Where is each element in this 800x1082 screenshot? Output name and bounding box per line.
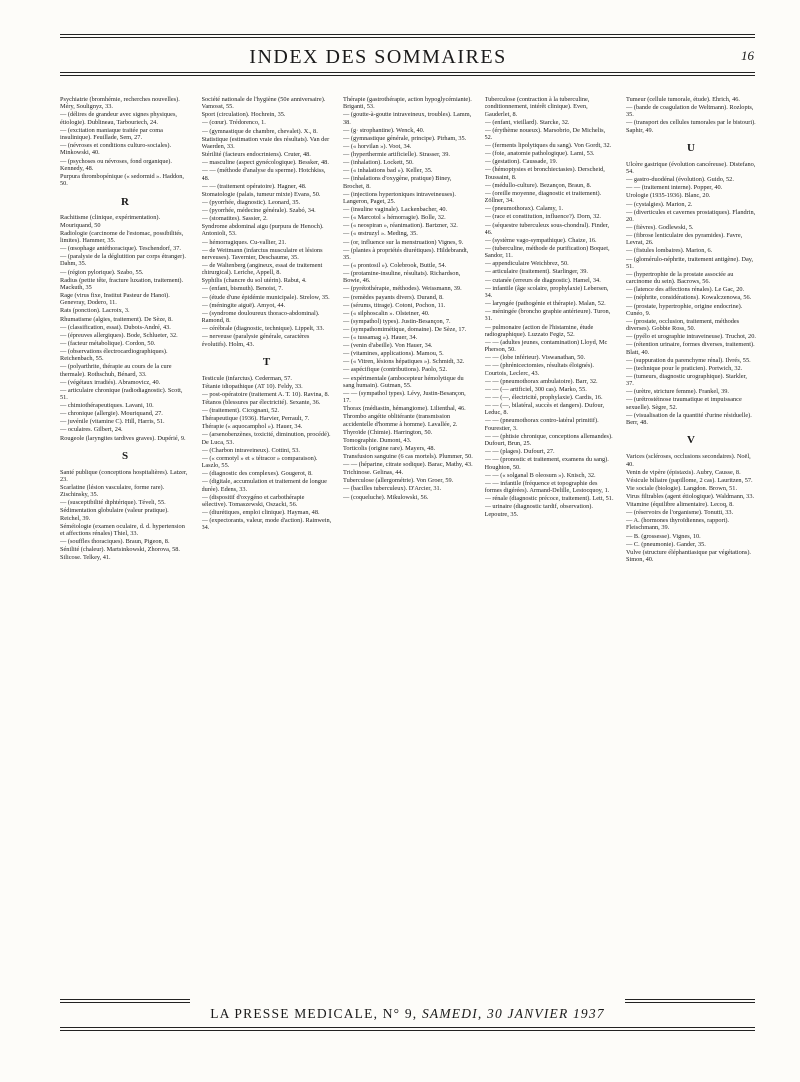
index-entry: Varices (scléroses, occlusions secondaires). Noël, 40. — [626, 453, 751, 468]
index-entry: — (enfant, bismuth). Benoist, 7. — [201, 285, 283, 293]
index-entry: — (prostate, hypertrophie, origine endocrine). Cunéo, 9. — [626, 302, 743, 317]
index-entry: — (bacilles tuberculeux). D'Arcier, 31. — [343, 485, 442, 493]
index-entry: Radius (petite tête, fracture luxation, traitement). Mackuth, 35 — [60, 276, 184, 291]
index-entry: Santé publique (conceptions hospitalières). Latzer, 23. — [60, 468, 188, 483]
index-entry: — (sympathomimétique, domaine). De Sèze, 17. — [343, 325, 467, 333]
index-entry: Torticolis (origine rare). Mayers, 48. — [343, 444, 436, 452]
index-entry: — articulaire (traitement). Starlinger, 39. — [484, 268, 588, 276]
index-entry: — — (héparine, citrate sodique). Barac, Mathy, 43. — [343, 461, 473, 469]
index-entry: Société nationale de l'hygiène (50e anniversaire). Vamosst, 55. — [201, 96, 326, 111]
footer-line — [60, 1006, 755, 1022]
index-entry: — (pyorrhée, diagnostic). Leonard, 35. — [201, 198, 301, 206]
index-entry: Tomographie. Dumont, 43. — [343, 436, 412, 444]
index-entry: — (vitamines, applications). Mamou, 5. — [343, 350, 444, 358]
index-entry: — (sérums, titrage). Cotoni, Pochon, 11. — [343, 301, 446, 309]
index-entry: — (fistules lombaires). Marion, 6. — [626, 247, 713, 255]
index-entry: Urologie (1935-1936). Blanc, 20. — [626, 192, 711, 200]
index-entry: — — (traitement opératoire). Hagner, 48. — [201, 182, 307, 190]
index-entry: — — (pneumothorax contro-latéral primitif). Fourestier, 3. — [484, 417, 599, 432]
index-entry: — (pneumothorax). Calamy, 1. — [484, 205, 564, 213]
index-entry: Silicose. Telkey, 41. — [60, 554, 111, 562]
index-entry: — (sympathol) types). Justin-Besançon, 7. — [343, 317, 451, 325]
index-entry: — (souffles thoraciques). Braun, Pigeon, 8. — [60, 538, 170, 546]
index-entry: — — infantile (fréquence et topographie des formes digérées). Armand-Delille, Lestocquoy, 1. — [484, 479, 610, 495]
index-entry: — (« prontosil »). Colebrook, Buttle, 54. — [343, 261, 447, 269]
index-entry: — (« Marcotol » hémorragie). Bolle, 32. — [343, 214, 446, 222]
index-entry: — — (— artificiel, 300 cas). Marko, 55. — [484, 385, 587, 393]
index-entry: Thorax (médiastin, hémangiome). Lilienthal, 46. — [343, 405, 466, 413]
index-entry: Psychiatrie (bromhémie, recherches nouvelles). Méry, Soulignyz, 33. — [60, 96, 180, 111]
index-entry: — — (—, bilatéral, succès et dangers). Dufour, Leduc, 8. — [484, 402, 605, 417]
index-entry: — (gymnastique générale, principe). Pirham, 35. — [343, 134, 467, 142]
index-entry: Scarlatine (lésion vasculaire, forme rare). Zischinsky, 35. — [60, 483, 165, 499]
index-entry: — (race et constitution, influence?). Dorn, 32. — [484, 213, 601, 221]
index-entry: — — (« solganal B oleosum »). Knisch, 32. — [484, 471, 596, 479]
index-entry: Rats (ponction). Lacroix, 3. — [60, 307, 130, 315]
index-entry: — (latence des affections rénales). Le Gac, 20. — [626, 286, 745, 294]
index-entry: — (épreuves allergiques). Bode, Schlueter, 32. — [60, 331, 178, 339]
index-entry: Tuberculose (allergométrie). Von Groer, 59. — [343, 477, 454, 485]
index-entry: Transfusion sanguine (6 cas mortels). Plummer, 50. — [343, 453, 473, 461]
index-entry: — (« tussamag »). Hauer, 34. — [343, 334, 418, 342]
index-entry: Tumeur (cellule tumorale, étude). Ehrich, 46. — [626, 96, 740, 103]
index-entry: — (prostate, occlusion, traitement, méthodes diverses). Gobbie Ross, 50. — [626, 317, 740, 333]
index-entry: — (classification, essai). Dubois-André, 43. — [60, 323, 171, 331]
index-entry: — expérimentale (ambocepteur hémolytique du sang humain). Gutman, 55. — [343, 374, 464, 389]
index-entry: — rénale (diagnostic précoce, traitement). Lett, 51. — [484, 495, 614, 503]
footer-issue: N° 9, — [382, 1006, 418, 1021]
index-entry: — (oreille moyenne, diagnostic et traitement). Zöllner, 34. — [484, 189, 602, 205]
index-entry: — (paralysie de la déglutition par corps étranger). Dahm, 35. — [60, 253, 186, 268]
index-entry: — (névroses et conditions culturo-sociales). Minkowski, 40. — [60, 142, 172, 157]
index-entry: — (or, influence sur la menstruation) Vignes, 9. — [343, 238, 464, 246]
index-entry: — (dispositif d'oxygéno et carbothérapie sélective). Tomaszewski, Oszacki, 56. — [201, 493, 305, 508]
index-entry: — — (phtisie chronique, conceptions allemandes). Dufourt, Brun, 25. — [484, 432, 613, 448]
index-entry: — cérébrale (diagnostic, technique). Lippelt, 33. — [201, 325, 325, 333]
index-entry: — méningée (broncho graphie antérieure). Turon, 31. — [484, 308, 611, 323]
index-entry: — (psychoses ou névroses, fond organique). Kennedy, 48. — [60, 157, 172, 172]
index-entry: — (système vago-sympathique). Chaize, 16. — [484, 236, 597, 244]
index-entry: — (polyarthrite, thérapie au cours de la cure thermale). Rothschuh, Bénard, 33. — [60, 363, 172, 378]
index-entry: — (médullo-culture). Bezançon, Braun, 8. — [484, 181, 592, 189]
index-entry: — gastro-duodénal (évolution). Guido, 52. — [626, 176, 734, 184]
index-entry: Rage (virus fixe, Institut Pasteur de Hanoï). Genevray, Dodero, 11. — [60, 292, 170, 307]
index-entry: Rachitisme (clinique, expérimentation). Mouriquand, 50 — [60, 214, 161, 229]
index-entry: — (« silphoscalin ». Olsteiner, 40. — [343, 309, 430, 317]
index-entry: — — (—, électricité, prophylaxie). Cardis, 16. — [484, 394, 603, 401]
index-entry: — (gestation). Caussade, 19. — [484, 158, 558, 166]
index-entry: — post-opératoire (traitement A. T. 10). Ravina, 8. — [201, 390, 330, 398]
index-entry: — — (plages). Dufourt, 27. — [484, 448, 555, 456]
index-entry: Thérapie (gastrothérapie, action hypoglycémiante). Briganti, 53. — [343, 96, 472, 111]
index-entry: — (remèdes payants divers). Durand, 8. — [343, 293, 444, 301]
index-column-3 — [343, 96, 473, 741]
index-entry: — de Waltenberg (angineux, essai de traitement chirurgical). Leriche, Appell, 8. — [201, 261, 323, 277]
index-entry: — (Charbon intraveineux). Cottini, 53. — [201, 446, 300, 454]
index-entry: — (foie, anatomie pathologique). Lami, 53. — [484, 150, 595, 158]
index-entry: — C. (pneumonie). Gander, 35. — [626, 540, 706, 548]
index-entry: — (pyrétothérapie, méthodes). Weissmann, 39. — [343, 285, 462, 293]
section-letter: U — [687, 142, 695, 155]
index-entry: — (digitale, accumulation et traitement de longue durée). Edens, 33. — [201, 478, 327, 493]
index-entry: — (goutte-à-goutte intraveineux, troubles). Lamm, 38. — [343, 111, 472, 126]
index-entry: Virus filtrables (agent étiologique). Waldmann, 33. — [626, 492, 755, 500]
index-entry: — appendiculaire Weichbrez, 50. — [484, 260, 569, 268]
index-entry: Rhumatisme (algies, traitement). De Sèze, 8. — [60, 315, 173, 323]
index-entry: — (bande de coagulation de Weltmann). Rozlopts, 35. — [626, 104, 754, 119]
index-entry: Sédimentation globulaire (valeur pratique). Reichel, 39. — [60, 507, 169, 522]
page-title: INDEX DES SOMMAIRES — [249, 46, 507, 68]
index-entry: — cutanée (erreurs de diagnostic). Hamel, 34. — [484, 276, 601, 284]
section-letter: S — [121, 449, 129, 462]
index-entry: Stomatologie (palais, tumeur mixte) Evans, 50. — [201, 190, 321, 198]
index-entry: — (facteur métabolique). Cordon, 50. — [60, 339, 156, 347]
index-entry: — aspécifique (contributions). Paolo, 52. — [343, 366, 448, 374]
index-entry: — (syndrome douloureux thoraco-abdominal). Ramond, 8. — [201, 309, 320, 325]
index-entry: — chimiothérapeutiques. Lavani, 10. — [60, 402, 154, 410]
index-entry: Thérapie (« aquocamphol »). Hauer, 34. — [201, 423, 303, 431]
index-entry: — (diurétiques, emploi clinique). Hayman, 48. — [201, 508, 320, 516]
index-entry: Thrombo angéite oblitérante (transmission accidentelle d'homme à homme). Lavallée, 2. — [343, 413, 458, 428]
index-entry: — (visualisation de la quantité d'urine résiduelle). Berr, 48. — [626, 411, 752, 427]
footer-top-rule-right — [625, 999, 755, 1003]
footer-date: SAMEDI, 30 JANVIER 1937 — [421, 1006, 605, 1021]
index-entry: — (tumeurs, diagnostic urographique). Starkler, 37. — [626, 372, 747, 388]
index-entry: — (région pylorique). Szabo, 55. — [60, 268, 144, 276]
index-entry: — nerveuse (paralysie générale, caractères évolutifs). Holm, 43. — [201, 333, 310, 348]
index-entry: — (« inhalations bad »). Keller, 35. — [343, 167, 433, 175]
index-entry: Thérapeutique (1936). Harvier, Perrault, 7. — [201, 415, 310, 423]
index-entry: — (cœur). Trédorenco, 1. — [201, 119, 266, 127]
index-entry: — (protamine-insuline, résultats). Richardson, Bowie, 46. — [343, 270, 461, 285]
header-rule — [60, 72, 755, 73]
index-entry: — (« cormotyl » et « tétracor » comparaison). Laszlo, 55. — [201, 454, 318, 470]
index-entry: — laryngée (pathogénie et thérapie). Malan, 52. — [484, 300, 606, 308]
index-entry: Vie sociale (biologie). Langdon. Brown, 51. — [626, 484, 738, 492]
index-column-4 — [485, 96, 615, 741]
index-entry: — — (phrénicectomies, résultats éloignés). Courtois, Leclerc, 43. — [484, 362, 594, 377]
index-entry: — infantile (âge scolaire, prophylaxie) Lebersen, 34. — [484, 284, 609, 299]
index-entry: — (transport des cellules tumorales par le bistouri). Saphir, 49. — [626, 119, 756, 134]
index-entry: — (gymnastique de chambre, chevalet). X., 8. — [201, 127, 318, 135]
index-entry: — (délires de grandeur avec signes physiques, étiologie). Dublineau, Tarbouriech, 24. — [60, 111, 177, 126]
index-entry: — (glomérulo-néphrite, traitement antigène). Day, 51. — [626, 255, 754, 270]
index-entry: Rougeole (laryngites tardives graves). Dupérié, 9. — [60, 434, 186, 442]
index-entry: — A. (hormones thyroïdiennes, rapport). Fleischmann, 39. — [626, 517, 730, 532]
index-entry: Trichinose. Gelinas, 44. — [343, 469, 404, 477]
index-entry: — (injections hypertoniques intraveineuses). Langeron, Paget, 25. — [343, 190, 456, 206]
index-entry: — (diagnostic des complexes). Gougerot, 8. — [201, 470, 313, 478]
index-entry: — (venin d'abeille). Von Hauer, 34. — [343, 342, 433, 350]
index-entry: — (inhalations d'oxygène, pratique) Biney, Brochet, 8. — [343, 175, 452, 190]
index-entry: — (séquestre tuberculeux sous-chondral). Finder, 46. — [484, 221, 610, 236]
index-entry: — masculine (aspect gynécologique). Bessker, 48. — [201, 159, 329, 167]
index-entry: — (pyorrhée, médecine générale). Szabó, 34. — [201, 206, 316, 214]
index-entry: — — (lobe inférieur). Viswanathan, 50. — [484, 354, 586, 362]
index-entry: — (fibrose lenticulaire des pyramides). Favre, Levrat, 26. — [626, 232, 743, 247]
index-entry: — (ferments lipolytiques du sang). Von Gordt, 32. — [484, 142, 612, 150]
index-entry: — (hyperthermie artificielle). Strasser, 39. — [343, 151, 450, 159]
index-entry: — articulaire chronique (radiodiagnostic). Scott, 51. — [60, 386, 183, 402]
index-entry: — (fièvres). Godlewski, 5. — [626, 223, 694, 231]
footer-journal: LA PRESSE MEDICALE, — [210, 1006, 379, 1021]
footer-bottom-rule — [60, 1027, 755, 1031]
index-entry: Thyroïde (Chimie). Harrington, 50. — [343, 428, 433, 436]
index-entry: Ulcère gastrique (évolution cancéreuse). Distefano, 54. — [626, 160, 756, 176]
index-entry: — juvénile (vitamine C). Hill, Harris, 51. — [60, 418, 165, 426]
index-entry: Vésicule biliaire (papillome, 2 cas). Lauritzen, 57. — [626, 476, 753, 484]
index-entry: Tétanos (blessures par électricité). Sexante, 36. — [201, 398, 321, 406]
index-entry: — (hémoptysies et bronchiectasies). Derscheid, Toussaint, 8. — [484, 166, 605, 181]
index-entry: — — (pronostic et traitement, examens du sang). Houghton, 50. — [484, 456, 609, 471]
index-entry: — (« neospiran », réanimation). Bartzner, 32. — [343, 222, 458, 230]
index-entry: — (observations électrocardiographiques). Reichenbach, 55. — [60, 347, 168, 363]
section-letter: T — [262, 355, 271, 368]
index-column-1 — [60, 96, 190, 741]
index-entry: — (cystalgies). Marion, 2. — [626, 200, 693, 208]
index-entry: — (pyélo et urographie intraveineuse). Truchot, 20. — [626, 333, 756, 341]
index-entry: Purpura thrombopénique (« sedormid ». Haddon, 50. — [60, 172, 184, 188]
index-entry: — (suppuration du parenchyme rénal). Ilvrés, 55. — [626, 356, 751, 364]
index-column-5 — [626, 96, 756, 741]
section-letter: V — [687, 434, 695, 447]
index-entry: — (plantes à propriétés diurétiques). Hildebrandt, 35. — [343, 246, 469, 261]
index-entry: — (stomatites). Sassier, 2. — [201, 215, 268, 223]
index-entry: Vulve (structure éléphantiasique par végétations). Simon, 40. — [626, 548, 751, 564]
index-entry: — (insuline vaginale). Lackenbacher, 40. — [343, 206, 448, 214]
index-entry: — (œsophage antéthoracique). Teschendorf, 37. — [60, 245, 181, 253]
index-entry: Sénilité (chaleur). Martsinkowski, Zhorova, 58. — [60, 546, 180, 554]
index-entry: — (urètre, stricture femme). Frankel, 39. — [626, 388, 729, 396]
header-rule-thin — [60, 75, 755, 76]
index-entry: Testicule (infarctus). Cederman, 57. — [201, 374, 292, 382]
index-entry: — (excitation maniaque traitée par coma insulinique). Feuillade, Sem, 27. — [60, 126, 163, 142]
index-entry: — (g· strophantine). Wenck, 40. — [343, 126, 425, 134]
index-entry: — (technique pour le praticien). Portwich, 32. — [626, 364, 743, 372]
section-letter: R — [121, 195, 129, 208]
index-entry: — — (adultes jeunes, contamination) Lloyd, Mc Pherson, 50. — [484, 338, 608, 354]
index-entry: — (diverticules et cavernes prostatiques). Flandrin, 20. — [626, 208, 756, 223]
index-entry: Sport (circulation). Hochrein, 35. — [201, 111, 286, 119]
index-entry: Séméiologie (examen oculaire, d. d. hypertension et affections rénales) Thiel, 33. — [60, 522, 185, 538]
index-entry: Tétanie idiopathique (AT 10). Feldy, 33. — [201, 382, 303, 390]
index-entry: — (enfant, vieillard). Starcke, 32. — [484, 118, 570, 126]
index-entry: — oculaires. Gilbert, 24. — [60, 426, 123, 434]
index-entry: Syndrome abdominal aigu (purpura de Henoch). Antonioli, 53. — [201, 223, 324, 238]
index-entry: — (étude d'une épidémie municipale). Strelow, 35. — [201, 293, 330, 301]
index-entry: — — (méthode d'analyse du sperme). Hotchkiss, 48. — [201, 167, 326, 182]
index-entry: — (néphrite, considérations). Kowalczenowa, 56. — [626, 294, 752, 302]
index-entry: — — (traitement interne). Popper, 40. — [626, 184, 723, 192]
index-entry: — (érythème noueux). Marsobrio, De Michelis, 52. — [484, 126, 606, 142]
index-entry: Syphilis (chancre du sol utérin). Rabut, 4. — [201, 277, 307, 285]
index-entry: — de Weitmann (infarctus musculaire et lésions nerveuses). Tavernier, Deschaume, 35. — [201, 246, 323, 261]
index-columns — [60, 96, 756, 741]
index-entry: — — (pneumothorax ambulatoire). Barr, 32. — [484, 377, 598, 385]
index-entry: — (végétaux irradiés). Abramovicz, 40. — [60, 378, 161, 386]
index-entry: Venin de vipère (épistaxis). Aubry, Causse, 8. — [626, 468, 741, 476]
index-entry: — (« horvilan »). Voot, 34. — [343, 142, 412, 150]
index-entry: Tuberculose (contraction à la tuberculine, conditionnement, intérêt clinique). Even, Gauderlet, 8. — [484, 96, 590, 118]
index-entry: — hémorragiques. Cu-vallier, 21. — [201, 238, 287, 246]
index-entry: — — (sympathol types). Lévy, Justin-Besançon, 17. — [343, 389, 466, 405]
index-entry: — (traitement). Cicognani, 52. — [201, 406, 280, 414]
index-entry: — (inhalation). Lockett, 50. — [343, 159, 414, 167]
index-entry: Statistique (estimation vraie des résultats). Van der Waerden, 33. — [201, 135, 330, 150]
index-entry: — (expectorants, valeur, mode d'action). Rainwein, 34. — [201, 517, 332, 532]
index-entry: Vitamine (équilibre alimentaire). Lecoq, 8. — [626, 500, 734, 508]
index-entry: — pulmonaire (action de l'histamine, étude radiographique). Luzzato Fegiz, 52. — [484, 323, 594, 338]
index-entry: — (hypertrophie de la prostate associée au carcinome du sein). Bacrows, 56. — [626, 270, 734, 286]
index-entry: Stérilité (facteurs endocriniens). Cruter, 48. — [201, 151, 311, 159]
index-entry: — (réservoirs de l'organisme). Tonutti, 33. — [626, 509, 734, 517]
index-entry: Radiologie (carcinome de l'estomac, possibilités, limites). Hammer, 35. — [60, 229, 184, 244]
index-entry: — (coqueluche). Mikulowski, 56. — [343, 493, 429, 501]
index-entry: — (urétrostéinose traumatique et impuissance sexuelle). Sègre, 52. — [626, 396, 742, 411]
index-entry: — (arsenobenzènes, toxicité, diminution, procédé). De Luca, 53. — [201, 431, 331, 446]
index-entry: — (tuberculine, méthode de purification) Boquet, Sandor, 11. — [484, 245, 610, 260]
footer-top-rule — [60, 999, 190, 1003]
index-entry: — B. (grossesse). Vignes, 10. — [626, 532, 701, 540]
index-entry: — urinaire (diagnostic tardif, observation). Lepoutre, 35. — [484, 503, 593, 518]
index-entry: — (rétention urinaire, formes diverses, traitement). Blatt, 40. — [626, 341, 755, 356]
index-column-2 — [202, 96, 332, 741]
index-entry: — (susceptibilité diphtérique). Téveli, 55. — [60, 499, 166, 507]
page-number: 16 — [741, 48, 754, 63]
top-double-rule — [60, 34, 755, 38]
index-entry: — (« Vitren, lésions hépatiques »). Schmidt, 32. — [343, 358, 465, 366]
index-entry: — chronique (allergie). Mouriquand, 27. — [60, 410, 163, 418]
index-entry: — (« œstruzyl ». Meding, 35. — [343, 230, 418, 238]
index-entry: — (méningite aiguë). Amyot, 44. — [201, 301, 286, 309]
